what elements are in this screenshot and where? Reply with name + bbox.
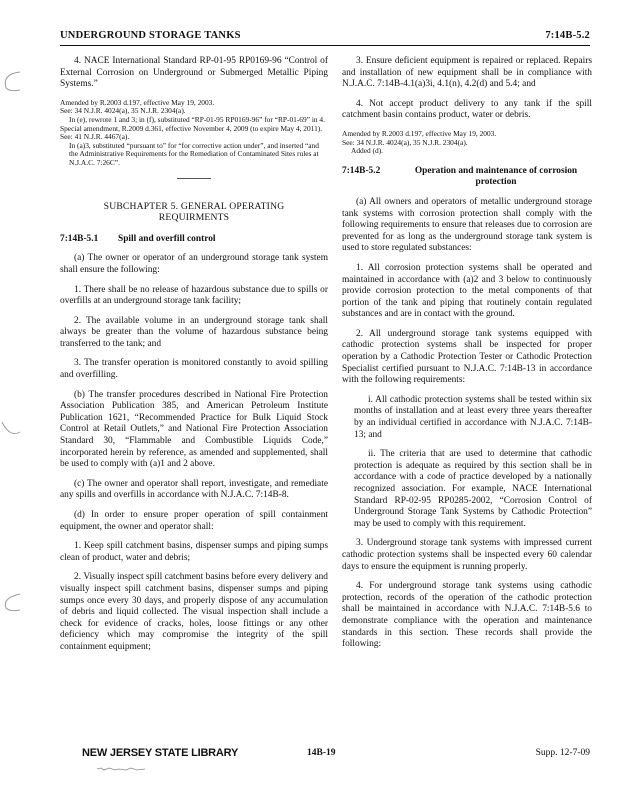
history-note: See: 41 N.J.R. 4467(a). [60, 132, 130, 142]
binding-mark [0, 592, 22, 614]
history-note: In (a)3, substituted “pursuant to” for “for corrective action under”, and inserted “and the Administrative Requirements for the Remediation of Contaminated Sites rules at N.J.A.C. 7:26C”. [69, 140, 319, 167]
section-title: Spill and overfill control [118, 233, 216, 244]
subchapter-title-line2: REQUIRMENTS [158, 212, 230, 224]
header-title: UNDERGROUND STORAGE TANKS [60, 30, 241, 41]
standard-item-4: 4. NACE International Standard RP-01-95 RP0169-96 “Control of External Corrosion on Underground or Submerged Metallic Piping Systems.” [60, 56, 328, 90]
paragraph-a1: 1. All corrosion protection systems shall be operated and maintained in accordance with (a)2 and 3 below to continuously provide corrosion protection to the metal components of that portion of the tank and piping that routinely contain regulated substances and are in contact with the ground. [342, 262, 592, 320]
subchapter-title-line1: SUBCHAPTER 5. GENERAL OPERATING [103, 200, 285, 212]
section-number: 7:14B-5.2 [342, 165, 381, 176]
section-divider [177, 178, 211, 179]
paragraph-a4: 4. For underground storage tank systems using cathodic protection, records of the operation of the cathodic protection shall be maintained in accordance with N.J.A.C. 7:14B-5.6 to demonstrate compliance with the operation and maintenance standards in this section. These records shall provide the following: [342, 581, 592, 650]
history-note: In (e), rewrote 1 and 3; in (f), substituted “RP-01-95 RP0169-96” for “RP-01-69” in 4. [69, 114, 325, 124]
header-section-number: 7:14B-5.2 [545, 30, 590, 41]
paragraph-a: (a) All owners and operators of metallic underground storage tank systems with corrosion protection shall comply with the following requirements to ensure that releases due to corrosion are prevented for as long as the underground storage tank system is used to store regulated substances: [342, 196, 592, 254]
history-notes [60, 99, 328, 168]
history-note: See: 34 N.J.R. 4024(a), 35 N.J.R. 2304(a). [60, 106, 186, 116]
paragraph-a2: 2. The available volume in an underground storage tank shall always be greater than the volume of hazardous substance being transferred to the tank; and [60, 315, 328, 349]
history-note: Amended by R.2003 d.197, effective May 19, 2003. [60, 97, 215, 107]
header-rule [60, 45, 590, 46]
section-heading [60, 234, 328, 246]
section-heading [342, 166, 592, 189]
scan-artifact [95, 766, 165, 772]
library-stamp: NEW JERSEY STATE LIBRARY [82, 747, 239, 759]
paragraph-a3: 3. The transfer operation is monitored constantly to avoid spilling and overfilling. [60, 358, 328, 381]
paragraph-d2: 2. Visually inspect spill catchment basins before every delivery and visually inspect spill catchment basins, dispenser sumps and piping sumps once every 30 days, and properly dispose of any accumulation of debris and liquid collected. The visual inspection shall include a check for evidence of cracks, holes, loose fittings or any other deficiency which may compromise the integrity of the spill containment equipment; [60, 572, 328, 652]
history-note: Special amendment, R.2009 d.361, effective November 4, 2009 (to expire May 4, 2011). [60, 123, 323, 133]
subchapter-heading [60, 201, 328, 224]
supplement-date: Supp. 12-7-09 [535, 748, 590, 758]
section-number: 7:14B-5.1 [60, 233, 99, 244]
paragraph-a2-ii: ii. The criteria that are used to determine that cathodic protection is adequate as required by this section shall be in accordance with a code of practice developed by a nationally recognized association. For example, NACE International Standard RP-02-95 RP0285-2002, “Corrosion Control of Underground Storage Tank Systems by Cathodic Protection” may be used to comply with this requirement. [354, 449, 592, 529]
history-note: See: 34 N.J.R. 4024(a), 35 N.J.R. 2304(a). [342, 137, 468, 147]
paragraph-d3: 3. Ensure deficient equipment is repaired or replaced. Repairs and installation of new equipment shall be in compliance with N.J.A.C. 7:14B-4.1(a)3i, 4.1(n), 4.2(d) and 5.4; and [342, 56, 592, 90]
left-column [60, 56, 328, 662]
history-note: Amended by R.2003 d.197, effective May 19, 2003. [342, 128, 497, 138]
paragraph-a: (a) The owner or operator of an underground storage tank system shall ensure the following: [60, 253, 328, 275]
section-title [400, 166, 592, 189]
section-title-line1: Operation and maintenance of corrosion [414, 165, 578, 176]
running-header [60, 30, 590, 46]
paragraph-c: (c) The owner and operator shall report, investigate, and remediate any spills and overfills in accordance with N.J.A.C. 7:14B-8. [60, 478, 328, 501]
binding-mark [0, 418, 22, 440]
history-notes [342, 130, 592, 156]
paragraph-d4: 4. Not accept product delivery to any tank if the spill catchment basin contains product, water or debris. [342, 98, 592, 121]
paragraph-b: (b) The transfer procedures described in National Fire Protection Association Publication 385, and American Petroleum Institute Publication 1621, “Recommended Practice for Bulk Liquid Stock Control at Retail Outlets,” and National Fire Protection Association Standard 30, “Flammable and Combustible Liquids Code,” incorporated herein by reference, as amended and supplemented, shall be used to comply with (a)1 and 2 above. [60, 389, 328, 470]
history-note: Added (d). [351, 146, 384, 156]
binding-mark [0, 70, 22, 92]
section-title-line2: protection [475, 177, 517, 188]
paragraph-a3: 3. Underground storage tank systems with impressed current cathodic protection systems shall be inspected every 60 calendar days to ensure the equipment is running properly. [342, 538, 592, 572]
paragraph-a2: 2. All underground storage tank systems equipped with cathodic protection systems shall be inspected for proper operation by a Cathodic Protection Tester or Cathodic Protection Specialist certified pursuant to N.J.A.C. 7:14B-13 in accordance with the following requirements: [342, 328, 592, 386]
paragraph-a2-i: i. All cathodic protection systems shall be tested within six months of installation and at least every three years thereafter by an individual certified in accordance with N.J.A.C. 7:14B-13; and [354, 394, 592, 440]
page-footer [60, 747, 590, 761]
paragraph-d: (d) In order to ensure proper operation of spill containment equipment, the owner and operator shall: [60, 510, 328, 532]
paragraph-d1: 1. Keep spill catchment basins, dispenser sumps and piping sumps clean of product, water and debris; [60, 541, 328, 563]
paragraph-a1: 1. There shall be no release of hazardous substance due to spills or overfills at an underground storage tank facility; [60, 284, 328, 307]
page-number: 14B-19 [307, 748, 336, 758]
right-column [342, 56, 592, 659]
